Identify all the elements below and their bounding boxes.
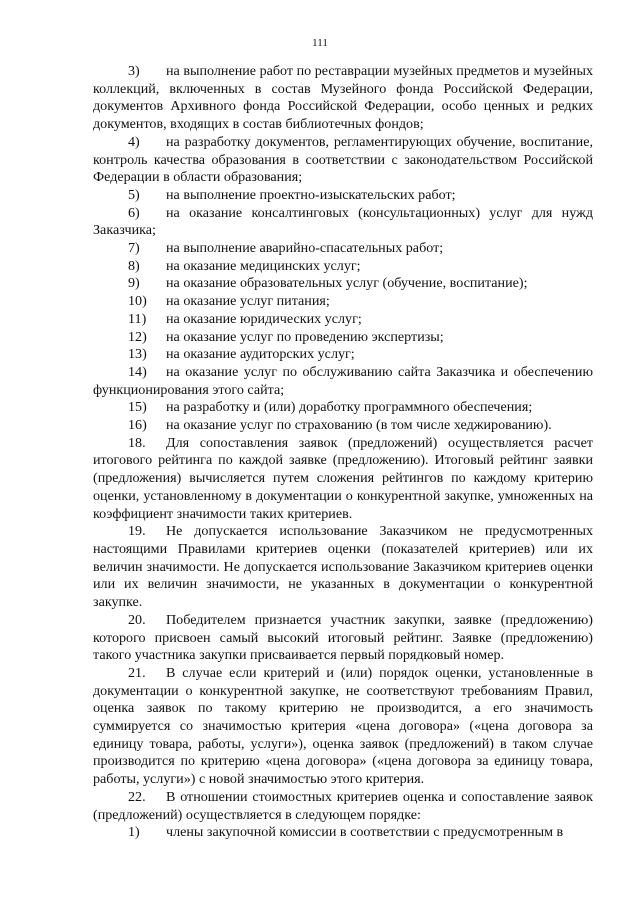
item-text: Для сопоставления заявок (предложений) осуществляется расчет итогового рейтинга по каждой заявке (предложению). Итоговый рейтинг заявки (предложения) вычисляется путем сложения рейтингов по каждому критерию оценки, установленному в документации о конкурентной закупке, умноженных на коэффициент значимости таких критериев. <box>93 434 593 522</box>
clause-number: 1) <box>128 824 140 841</box>
item-number: 14) <box>128 363 147 380</box>
list-item <box>93 435 593 524</box>
item-number: 19. <box>128 523 146 540</box>
list-item <box>93 311 593 329</box>
item-text: на оказание услуг по проведению экспертизы; <box>166 328 444 345</box>
list-item <box>93 860 593 878</box>
item-text: на разработку документов, регламентирующих обучение, воспитание, контроль качества образования в соответствии с законодательством Российской Федерации в области образования; <box>93 133 593 186</box>
item-text: Не допускается использование Заказчиком не предусмотренных настоящими Правилами критериев оценки (показателей критериев) или их величин значимости. Не допускается использование Заказчиком критериев оценки или их величин значимости, не указанных в документации о конкурентной закупке. <box>93 523 593 611</box>
list-item <box>93 523 593 612</box>
item-text: на выполнение аварийно-спасательных работ; <box>166 240 444 257</box>
list-item <box>93 293 593 311</box>
item-number: 16) <box>128 417 147 434</box>
item-text: на оказание услуг по страхованию (в том числе хеджированию). <box>166 417 552 434</box>
list-item <box>93 205 593 240</box>
clause-text: Победителем признается участник закупки, заявке (предложению) которого присвоен самый высокий итоговый рейтинг. Заявке (предложению) такого участника закупки присваивается первый порядковый номер. <box>93 611 593 664</box>
item-text: на оказание медицинских услуг; <box>166 257 361 274</box>
clause-paragraph <box>93 612 593 665</box>
list-item <box>93 63 593 134</box>
clause-paragraph <box>93 824 593 842</box>
clause-paragraph <box>93 789 593 824</box>
item-text: на оказание услуг питания; <box>166 293 330 310</box>
item-text: на оказание аудиторских услуг; <box>166 346 355 363</box>
item-number: 13) <box>128 346 147 363</box>
item-text: на выполнение работ по реставрации музейных предметов и музейных коллекций, включенных в состав Музейного фонда Российской Федерации, документов Архивного фонда Российской Федерации, особо ценных и редких документов, входящих в состав библиотечных фондов; <box>93 63 593 133</box>
clause-number: 20. <box>128 611 146 628</box>
list-item <box>93 258 593 276</box>
document-body <box>93 63 593 877</box>
item-text: на оказание юридических услуг; <box>166 310 362 327</box>
list-item <box>93 346 593 364</box>
clause-text: члены закупочной комиссии в соответствии с предусмотренным в <box>166 824 564 841</box>
item-text: на выполнение проектно-изыскательских работ; <box>166 186 456 203</box>
item-number: 9) <box>128 275 140 292</box>
clause-number: 22. <box>128 788 146 805</box>
list-item <box>93 187 593 205</box>
clause-paragraph <box>93 665 593 789</box>
list-item <box>93 399 593 417</box>
list-item <box>93 364 593 399</box>
item-number: 12) <box>128 328 147 345</box>
item-number: 8) <box>128 257 140 274</box>
item-text: на разработку и (или) доработку программного обеспечения; <box>166 399 533 416</box>
list-item <box>93 329 593 347</box>
item-number: 5) <box>128 186 140 203</box>
clause-paragraph <box>93 842 593 860</box>
item-number: 6) <box>128 204 140 221</box>
list-item <box>93 417 593 435</box>
clause-text: В случае если критерий и (или) порядок оценки, установленные в документации о конкурентной закупке, не соответствуют требованиям Правил, оценка заявок по такому критерию не производится, а его значимость суммируется со значимостью критерия «цена договора» («цена договора за единицу товара, работы, услуги»), оценка заявок (предложений) в таком случае производится по критерию «цена договора» («цена договора за единицу товара, работы, услуги») с новой значимостью этого критерия. <box>93 664 593 788</box>
item-text: на оказание консалтинговых (консультационных) услуг для нужд Заказчика; <box>93 204 593 239</box>
item-number: 18. <box>128 434 146 451</box>
item-text: на оказание образовательных услуг (обучение, воспитание); <box>166 275 528 292</box>
item-number: 11) <box>128 310 147 327</box>
list-item <box>93 134 593 187</box>
item-text: на оказание услуг по обслуживанию сайта Заказчика и обеспечению функционирования этого сайта; <box>93 363 593 398</box>
page-number: 111 <box>312 37 328 49</box>
clause-text: В отношении стоимостных критериев оценка и сопоставление заявок (предложений) осуществляется в следующем порядке: <box>93 788 593 823</box>
item-number: 7) <box>128 240 140 257</box>
list-item <box>93 240 593 258</box>
item-number: 10) <box>128 293 147 310</box>
item-number: 4) <box>128 133 140 150</box>
item-number: 15) <box>128 399 147 416</box>
clause-number: 21. <box>128 664 146 681</box>
list-item <box>93 275 593 293</box>
item-number: 3) <box>128 63 140 79</box>
